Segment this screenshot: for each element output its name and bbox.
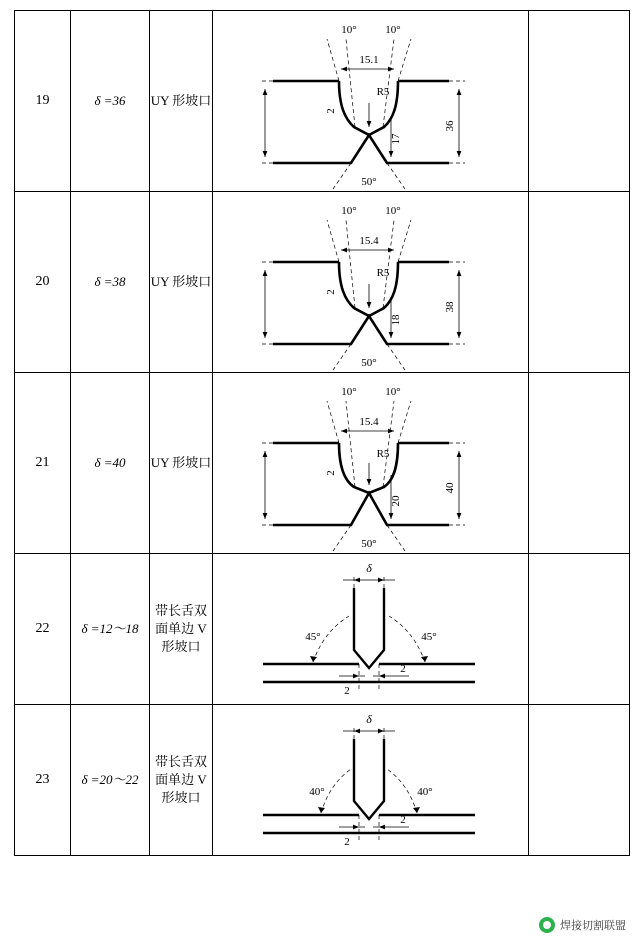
dim-label-left: 2: [344, 685, 350, 697]
figure-cell: [213, 373, 529, 554]
dim-label-right: 2: [400, 814, 406, 826]
row-number-cell: 23: [15, 705, 71, 856]
angle-label-left: 40°: [309, 786, 325, 798]
angle-label-left: 10°: [341, 386, 357, 398]
depth-label: 17: [390, 133, 402, 145]
included-angle-label: 50°: [361, 357, 377, 369]
table-row: [15, 554, 630, 705]
plate-thickness-label: 36: [444, 120, 456, 132]
angle-label-right: 45°: [421, 631, 437, 643]
thickness-value: δ =12～18: [81, 621, 139, 637]
figure-cell: [213, 554, 529, 705]
width-label: 15.1: [359, 54, 379, 66]
angle-label-left: 45°: [305, 631, 321, 643]
angle-label-left: 10°: [341, 205, 357, 217]
thickness-cell: [71, 705, 150, 856]
figure-cell: [213, 705, 529, 856]
table-row: [15, 373, 630, 554]
long-tongue-drawing: [213, 705, 526, 855]
groove-name-cell: 带长舌双面单边 V 形坡口: [150, 554, 213, 705]
groove-name-cell: UY 形坡口: [150, 373, 213, 554]
weld-groove-table: [14, 10, 630, 856]
groove-name-cell: UY 形坡口: [150, 192, 213, 373]
top-label: δ: [366, 561, 372, 575]
watermark-label: 焊接切割联盟: [560, 920, 626, 932]
empty-cell: [529, 11, 630, 192]
angle-label-left: 10°: [341, 24, 357, 36]
empty-cell: [529, 705, 630, 856]
thickness-value: δ =36: [94, 93, 126, 109]
row-number-cell: 20: [15, 192, 71, 373]
radius-label: R5: [376, 86, 390, 98]
table-row: [15, 192, 630, 373]
row-number-cell: 22: [15, 554, 71, 705]
width-label: 15.4: [359, 235, 379, 247]
angle-label-right: 10°: [385, 386, 401, 398]
long-tongue-figure-22: [213, 554, 526, 704]
circle-logo-icon: [539, 917, 555, 933]
long-tongue-figure-23: [213, 705, 526, 855]
empty-cell: [529, 192, 630, 373]
table-row: [15, 705, 630, 856]
row-number-cell: 19: [15, 11, 71, 192]
included-angle-label: 50°: [361, 538, 377, 550]
watermark: [539, 917, 626, 933]
angle-label-right: 10°: [385, 205, 401, 217]
thickness-value: δ =38: [94, 274, 126, 290]
long-tongue-drawing: [213, 554, 526, 704]
empty-cell: [529, 373, 630, 554]
root-gap-label: 2: [325, 289, 337, 295]
thickness-cell: [71, 373, 150, 554]
thickness-value: δ =40: [94, 455, 126, 471]
dim-label-right: 2: [400, 663, 406, 675]
figure-cell: [213, 11, 529, 192]
uy-groove-drawing: [213, 373, 526, 553]
figure-cell: [213, 192, 529, 373]
angle-label-right: 10°: [385, 24, 401, 36]
depth-label: 20: [390, 495, 402, 507]
table-row: [15, 11, 630, 192]
plate-thickness-label: 40: [444, 482, 456, 494]
root-gap-label: 2: [325, 470, 337, 476]
uy-groove-drawing: [213, 11, 526, 191]
depth-label: 18: [390, 314, 402, 326]
uy-groove-drawing: [213, 192, 526, 372]
groove-name-cell: 带长舌双面单边 V 形坡口: [150, 705, 213, 856]
thickness-cell: [71, 192, 150, 373]
radius-label: R5: [376, 448, 390, 460]
thickness-value: δ =20～22: [81, 772, 139, 788]
top-label: δ: [366, 712, 372, 726]
row-number-cell: 21: [15, 373, 71, 554]
plate-thickness-label: 38: [444, 301, 456, 313]
uy-groove-figure-19: [213, 11, 526, 191]
radius-label: R5: [376, 267, 390, 279]
uy-groove-figure-21: [213, 373, 526, 553]
uy-groove-figure-20: [213, 192, 526, 372]
groove-name-cell: UY 形坡口: [150, 11, 213, 192]
empty-cell: [529, 554, 630, 705]
root-gap-label: 2: [325, 108, 337, 114]
width-label: 15.4: [359, 416, 379, 428]
dim-label-left: 2: [344, 836, 350, 848]
included-angle-label: 50°: [361, 176, 377, 188]
thickness-cell: [71, 554, 150, 705]
thickness-cell: [71, 11, 150, 192]
angle-label-right: 40°: [417, 786, 433, 798]
